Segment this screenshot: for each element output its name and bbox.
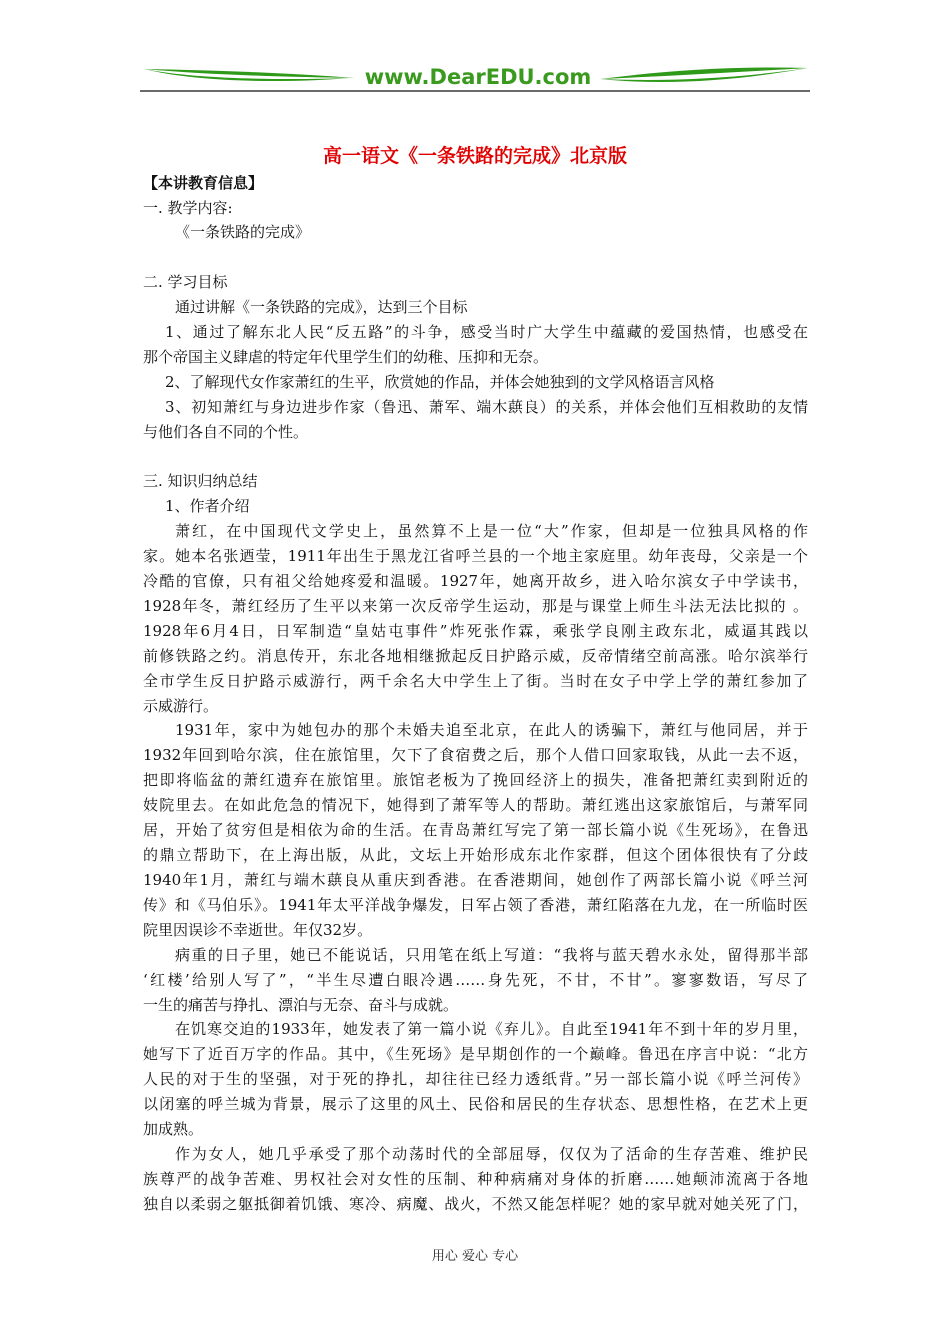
paragraph-line: 传》和《马伯乐》。1941年太平洋战争爆发，日军占领了香港，萧红陷落在九龙，在一所临时医 xyxy=(143,896,808,914)
paragraph-line: 把即将临盆的萧红遗弃在旅馆里。旅馆老板为了挽回经济上的损失，准备把萧红卖到附近的 xyxy=(143,771,808,789)
footer-motto: 用心 爱心 专心 xyxy=(431,1249,519,1264)
goal-3-line-1: 3、初知萧红与身边进步作家（鲁迅、萧军、端木蕻良）的关系，并体会他们互相救助的友情 xyxy=(165,398,808,416)
subheading-author-intro: 1、作者介绍 xyxy=(165,497,250,515)
content-title-line: 《一条铁路的完成》 xyxy=(175,223,311,241)
paragraph-line: 1932年回到哈尔滨，住在旅馆里，欠下了食宿费之后，那个人借口回家取钱，从此一去不返， xyxy=(143,746,808,764)
paragraph-line: 1931年，家中为她包办的那个未婚夫追至北京，在此人的诱骗下，萧红与他同居，并于 xyxy=(175,721,808,739)
goal-3-line-2: 与他们各自不同的个性。 xyxy=(143,423,309,441)
paragraph-line: 1928年冬，萧红经历了生平以来第一次反帝学生运动，那是与课堂上师生斗法无法比拟的 。 xyxy=(143,597,808,615)
document-title: 高一语文《一条铁路的完成》北京版 xyxy=(322,145,627,167)
goals-intro-line: 通过讲解《一条铁路的完成》，达到三个目标 xyxy=(175,298,468,316)
paragraph-line: 妓院里去。在如此危急的情况下，她得到了萧军等人的帮助。萧红逃出这家旅馆后，与萧军同 xyxy=(143,796,808,814)
paragraph-line: 全市学生反日护路示威游行，两千余名大中学生上了街。当时在女子中学上学的萧红参加了 xyxy=(143,672,808,690)
paragraph-line: 她写下了近百万字的作品。其中，《生死场》是早期创作的一个巅峰。鲁迅在序言中说：“北方 xyxy=(143,1045,808,1063)
paragraph-line: 示威游行。 xyxy=(143,697,219,715)
paragraph-line: 一生的痛苦与挣扎、漂泊与无奈、奋斗与成就。 xyxy=(143,996,459,1014)
paragraph-line: 前修铁路之约。消息传开，东北各地相继掀起反日护路示威，反帝情绪空前高涨。哈尔滨举行 xyxy=(143,647,808,665)
brand-logo: www.DearEDU.com xyxy=(364,65,592,89)
paragraph-line: 1940年1月，萧红与端木蕻良从重庆到香港。在香港期间，她创作了两部长篇小说《呼兰河 xyxy=(143,871,808,889)
heading-knowledge-summary: 三. 知识归纳总结 xyxy=(143,472,258,490)
paragraph-line: 居，开始了贫穷但是相依为命的生活。在青岛萧红写完了第一部长篇小说《生死场》，在鲁迅 xyxy=(143,821,808,839)
paragraph-line: 家。她本名张迺莹，1911年出生于黑龙江省呼兰县的一个地主家庭里。幼年丧母，父亲是一个 xyxy=(143,547,808,565)
section-header: 【本讲教育信息】 xyxy=(143,174,264,192)
header-banner xyxy=(140,58,810,98)
heading-teaching-content: 一. 教学内容: xyxy=(143,199,233,217)
left-swoosh-icon xyxy=(144,69,355,78)
paragraph-line: 萧红，在中国现代文学史上，虽然算不上是一位“大”作家，但却是一位独具风格的作 xyxy=(175,522,808,540)
goal-2-line: 2、了解现代女作家萧红的生平，欣赏她的作品，并体会她独到的文学风格语言风格 xyxy=(165,373,715,391)
paragraph-line: 的鼎立帮助下，在上海出版，从此，文坛上开始形成东北作家群，但这个团体很快有了分歧 xyxy=(143,846,808,864)
paragraph-line: 人民的对于生的坚强，对于死的挣扎，却往往已经力透纸背。”另一部长篇小说《呼兰河传》 xyxy=(143,1070,808,1088)
paragraph-line: 独自以柔弱之躯抵御着饥饿、寒冷、病魔、战火，不然又能怎样呢？她的家早就对她关死了门， xyxy=(143,1195,808,1213)
goal-1-line-1: 1、通过了解东北人民“反五路”的斗争，感受当时广大学生中蕴藏的爱国热情，也感受在 xyxy=(165,323,808,341)
paragraph-line: 作为女人，她几乎承受了那个动荡时代的全部屈辱，仅仅为了活命的生存苦难、维护民 xyxy=(175,1145,808,1163)
goal-1-line-2: 那个帝国主义肆虐的特定年代里学生们的幼稚、压抑和无奈。 xyxy=(143,348,549,366)
paragraph-line: 加成熟。 xyxy=(143,1120,204,1138)
paragraph-line: 族尊严的战争苦难、男权社会对女性的压制、种种病痛对身体的折磨……她颠沛流离于各地 xyxy=(143,1170,808,1188)
heading-learning-goals: 二. 学习目标 xyxy=(143,273,228,291)
paragraph-line: 院里因误诊不幸逝世。年仅32岁。 xyxy=(143,921,373,939)
right-swoosh-icon xyxy=(600,67,808,79)
paragraph-line: 以闭塞的呼兰城为背景，展示了这里的风土、民俗和居民的生存状态、思想性格，在艺术上更 xyxy=(143,1095,808,1113)
paragraph-line: 在饥寒交迫的1933年，她发表了第一篇小说《弃儿》。自此至1941年不到十年的岁月里， xyxy=(175,1020,808,1038)
paragraph-line: 病重的日子里，她已不能说话，只用笔在纸上写道：“我将与蓝天碧水永处，留得那半部 xyxy=(175,946,808,964)
paragraph-line: ‘红楼’给别人写了”，“半生尽遭白眼冷遇……身先死，不甘，不甘”。寥寥数语，写尽了 xyxy=(143,971,808,989)
paragraph-line: 1928年6月4日，日军制造“皇姑屯事件”炸死张作霖，乘张学良刚主政东北，威逼其践以 xyxy=(143,622,808,640)
paragraph-line: 冷酷的官僚，只有祖父给她疼爱和温暖。1927年，她离开故乡，进入哈尔滨女子中学读书， xyxy=(143,572,808,590)
